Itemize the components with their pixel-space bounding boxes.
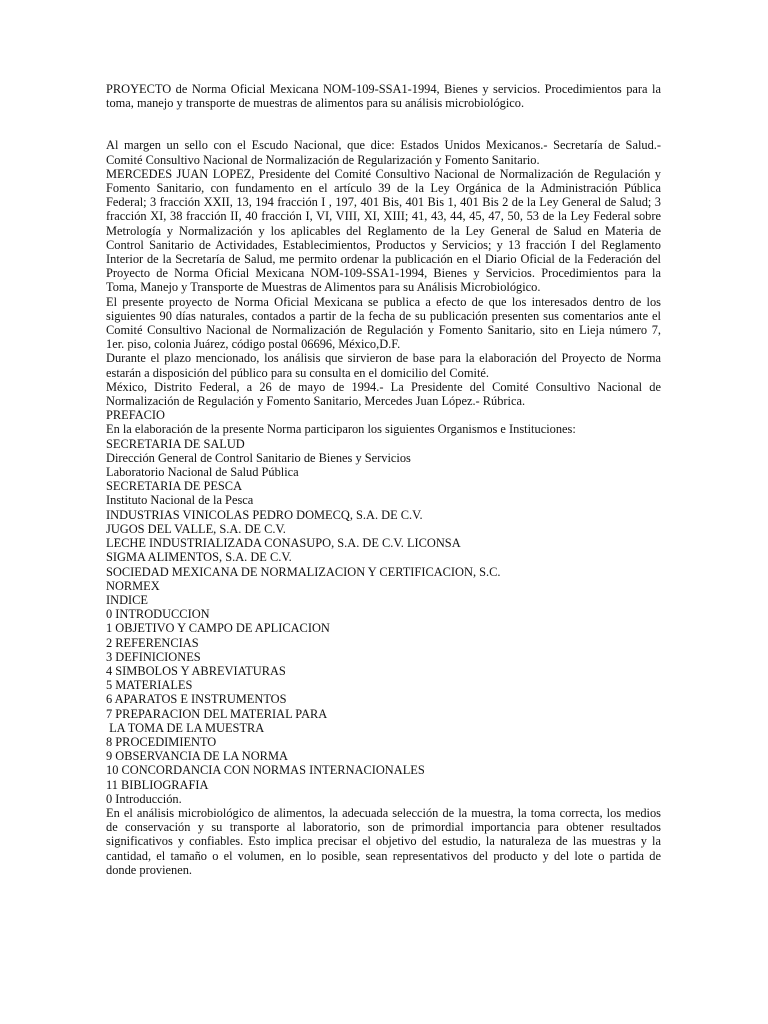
seal-paragraph — [106, 138, 661, 166]
list-item: JUGOS DEL VALLE, S.A. DE C.V. — [106, 521, 286, 536]
list-item: SECRETARIA DE PESCA — [106, 479, 243, 494]
list-item: Instituto Nacional de la Pesca — [106, 493, 254, 508]
index-list — [106, 408, 661, 806]
text-line: Proyecto de Norma Oficial Mexicana NOM-109-SSA1-1994, Bienes y Servicios. Procedimientos para la — [106, 266, 661, 281]
text-line: Durante el plazo mencionado, los análisis que sirvieron de base para la elaboración del Proyecto de Norma — [106, 351, 661, 366]
text-line: donde provienen. — [106, 862, 193, 877]
list-item: En la elaboración de la presente Norma participaron los siguientes Organismos e Instituciones: — [106, 422, 576, 437]
text-line: significativos y confiables. Esto implica precisar el objetivo del estudio, la naturaleza de las muestras y la — [106, 834, 661, 849]
list-item: Dirección General de Control Sanitario de Bienes y Servicios — [106, 450, 411, 465]
document-title — [106, 82, 661, 110]
list-item: 0 INTRODUCCION — [106, 607, 210, 622]
text-line: de conservación y su transporte al laboratorio, son de primordial importancia para obtener resultados — [106, 820, 661, 835]
title-line: PROYECTO de Norma Oficial Mexicana NOM-109-SSA1-1994, Bienes y servicios. Procedimientos para la — [106, 82, 661, 96]
list-item: 2 REFERENCIAS — [106, 635, 199, 650]
mexico-paragraph — [106, 380, 661, 408]
text-line: Al margen un sello con el Escudo Nacional, que dice: Estados Unidos Mexicanos.- Secretaría de Salud.- — [106, 138, 661, 153]
list-item: 10 CONCORDANCIA CON NORMAS INTERNACIONALES — [106, 763, 425, 778]
list-item: 7 PREPARACION DEL MATERIAL PARA — [106, 706, 328, 721]
text-line: Metrología y Normalización y los aplicables del Reglamento de la Ley General de Salud en Materia de — [106, 223, 661, 238]
list-item: LA TOMA DE LA MUESTRA — [106, 720, 265, 735]
durante-paragraph — [106, 351, 661, 379]
list-item: 9 OBSERVANCIA DE LA NORMA — [106, 749, 288, 764]
list-item: INDUSTRIAS VINICOLAS PEDRO DOMECQ, S.A. DE C.V. — [106, 507, 423, 522]
presente-paragraph — [106, 295, 661, 352]
list-item: SOCIEDAD MEXICANA DE NORMALIZACION Y CERTIFICACION, S.C. — [106, 564, 501, 579]
text-line: 1er. piso, colonia Juárez, código postal 06696, México,D.F. — [106, 337, 401, 352]
list-item: LECHE INDUSTRIALIZADA CONASUPO, S.A. DE C.V. LICONSA — [106, 536, 461, 551]
text-line: México, Distrito Federal, a 26 de mayo de 1994.- La Presidente del Comité Consultivo Nacional de — [106, 379, 661, 394]
list-item: 1 OBJETIVO Y CAMPO DE APLICACION — [106, 621, 330, 636]
list-item: Laboratorio Nacional de Salud Pública — [106, 465, 299, 480]
text-line: Federal; 3 fracción XXII, 13, 194 fracción I , 197, 401 Bis, 401 Bis 1, 401 Bis 2 de la Ley General de Salud; 3 — [106, 195, 661, 210]
list-item: INDICE — [106, 592, 148, 607]
title-line: toma, manejo y transporte de muestras de alimentos para su análisis microbiológico. — [106, 96, 525, 111]
document-page — [106, 82, 661, 877]
text-line: MERCEDES JUAN LOPEZ, Presidente del Comité Consultivo Nacional de Normalización de Regulación y — [106, 166, 661, 181]
list-item: PREFACIO — [106, 408, 165, 423]
text-line: El presente proyecto de Norma Oficial Mexicana se publica a efecto de que los interesados dentro de los — [106, 294, 661, 309]
text-line: Comité Consultivo Nacional de Normalización de Regulación y Fomento Sanitario, sito en Lieja número 7, — [106, 323, 661, 338]
text-line: fracción XI, 38 fracción II, 40 fracción I, VI, VIII, XI, XIII; 41, 43, 44, 45, 47, 50, 53 de la Ley Federal sobre — [106, 209, 661, 224]
list-item: 6 APARATOS E INSTRUMENTOS — [106, 692, 287, 707]
intro-paragraph — [106, 806, 661, 877]
list-item: 11 BIBLIOGRAFIA — [106, 777, 209, 792]
list-item: 3 DEFINICIONES — [106, 649, 201, 664]
list-item: NORMEX — [106, 578, 160, 593]
list-item: 8 PROCEDIMIENTO — [106, 734, 217, 749]
list-item: 4 SIMBOLOS Y ABREVIATURAS — [106, 663, 286, 678]
list-item: SECRETARIA DE SALUD — [106, 436, 245, 451]
text-line: Interior de la Secretaría de Salud, me permito ordenar la publicación en el Diario Oficial de la Federación del — [106, 252, 661, 267]
text-line: Normalización de Regulación y Fomento Sanitario, Mercedes Juan López.- Rúbrica. — [106, 394, 526, 409]
text-line: cantidad, el tamaño o el volumen, en lo posible, sean representativos del producto y del lote o partida de — [106, 848, 661, 863]
list-item: SIGMA ALIMENTOS, S.A. DE C.V. — [106, 550, 292, 565]
text-line: Fomento Sanitario, con fundamento en el artículo 39 de la Ley Orgánica de la Administración Pública — [106, 181, 661, 196]
list-item: 5 MATERIALES — [106, 678, 193, 693]
mercedes-paragraph — [106, 167, 661, 295]
text-line: siguientes 90 días naturales, contados a partir de la fecha de su publicación presenten sus comentarios ante el — [106, 308, 661, 323]
text-line: Toma, Manejo y Transporte de Muestras de Alimentos para su Análisis Microbiológico. — [106, 280, 541, 295]
text-line: Comité Consultivo Nacional de Normalización de Regularización y Fomento Sanitario. — [106, 152, 540, 167]
list-item: 0 Introducción. — [106, 791, 182, 806]
text-line: estarán a disposición del público para su consulta en el domicilio del Comité. — [106, 365, 489, 380]
text-line: Control Sanitario de Actividades, Establecimientos, Productos y Servicios; y 13 fracción I del Reglamento — [106, 237, 661, 252]
text-line: En el análisis microbiológico de alimentos, la adecuada selección de la muestra, la toma correcta, los medios — [106, 805, 661, 820]
